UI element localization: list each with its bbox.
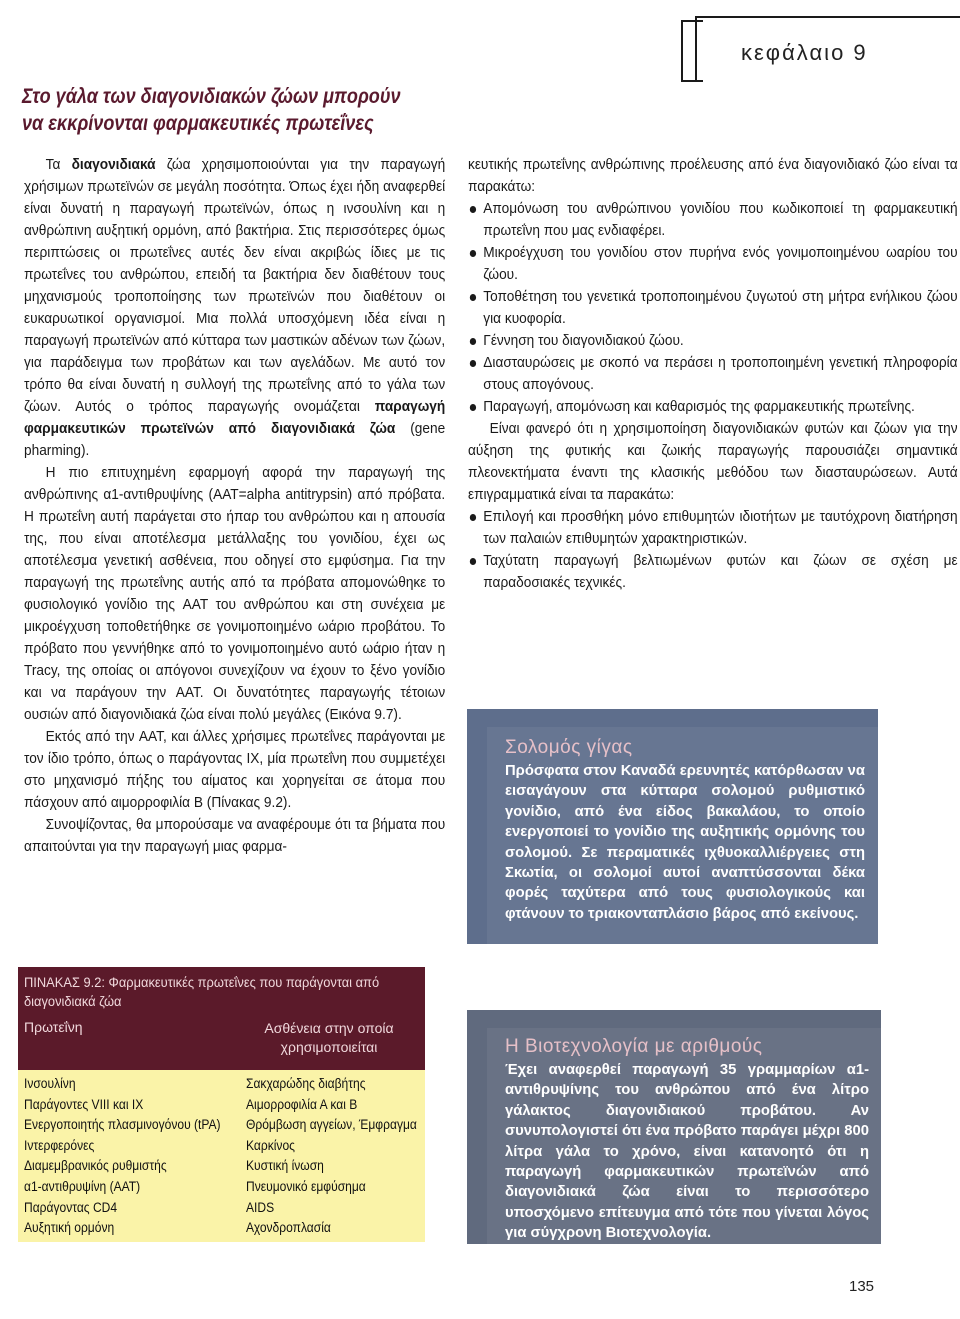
table-column-header-protein: Πρωτεΐνη xyxy=(24,1019,83,1035)
term-bold: διαγονιδιακά xyxy=(71,156,156,173)
table-cell-protein: Διαμεμβρανικός ρυθμιστής xyxy=(24,1158,167,1174)
table-header xyxy=(18,967,425,1070)
list-item: Γέννηση του διαγονιδιακού ζώου. xyxy=(468,330,958,352)
right-paragraph-2: Είναι φανερό ότι η χρησιμοποίηση διαγονιδιακών φυτών και ζώων για την αύξηση της φυτικής και ζωικής παραγωγής παρουσιάζει σημαντικά πλεονεκτήματα έναντι της κλασικής μεθόδου των διασταυρώσεων. Αυτά επιγραμματικά είναι τα παρακάτω: xyxy=(468,420,958,503)
list-item: Διασταυρώσεις με σκοπό να περάσει η τροποποιημένη γενετική πληροφορία στους απογόνους. xyxy=(468,352,958,396)
table-row xyxy=(18,1115,425,1136)
table-cell-protein: Παράγοντας CD4 xyxy=(24,1199,118,1215)
chapter-bracket xyxy=(681,20,703,82)
text-run: (gene pharming). xyxy=(24,420,446,459)
table-row xyxy=(18,1156,425,1177)
list-item: Ταχύτατη παραγωγή βελτιωμένων φυτών και ζώων σε σχέση με παραδοσιακές τεχνικές. xyxy=(468,550,958,594)
chapter-rule-top xyxy=(695,16,960,18)
table-cell-disease: Πνευμονικό εμφύσημα xyxy=(246,1178,366,1194)
page-number: 135 xyxy=(849,1278,875,1295)
table-row xyxy=(18,1218,425,1239)
box-body: Έχει αναφερθεί παραγωγή 35 γραμμαρίων α1-αντιθρυψίνης του ανθρώπου από ένα λίτρο γάλακτος διαγονιδιακού προβάτου. Αν συνυπολογιστεί ότι ένα πρόβατο παράγει μέχρι 800 λίτρα γάλα το χρόνο, είναι κατανοητό ότι η παραγωγή φαρμακευτικών πρωτεϊνών από διαγονιδιακά ζώα είναι το περισσότερο υποσχόμενο επίτευγμα από τότε που γίνεται λόγος για σύγχρονη Βιοτεχνολογία. xyxy=(505,1062,869,1242)
table-9-2 xyxy=(18,967,425,1242)
table-cell-disease: Αχονδροπλασία xyxy=(246,1220,331,1236)
box-title: Η Βιοτεχνολογία με αριθμούς xyxy=(505,1036,763,1057)
list-item: Μικροέγχυση του γονιδίου στον πυρήνα ενός γονιμοποιημένου ωαρίου του ζώου. xyxy=(468,242,958,286)
right-paragraph-intro: κευτικής πρωτεΐνης ανθρώπινης προέλευσης από ένα διαγονιδιακό ζώο είναι τα παρακάτω: xyxy=(468,156,958,195)
term-bold: παραγωγή φαρμακευτικών πρωτεϊνών από διαγονιδιακά ζώα xyxy=(24,398,446,437)
left-column xyxy=(24,154,445,858)
text-run: ζώα χρησιμοποιούνται για την παραγωγή χρήσιμων πρωτεϊνών σε μεγάλη ποσότητα. Όπως έχει ήδη αναφερθεί είναι δυνατή η παραγωγή πρωτεϊνών, όπως η ινσουλίνη και η ανθρώπινη αυξητική ορμόνη, από βακτήρια. Στις περισσότερες όμως περιπτώσεις οι πρωτεΐνες αυτές δεν είναι ακριβώς ίδιες με τις πρωτεΐνες του ανθρώπου, επειδή τα βακτήρια δεν διαθέτουν τους μηχανισμούς τροποποίησης των πρωτεϊνών που διαθέτουν οι ευκαρυωτικοί οργανισμοί. Μια πολλά υποσχόμενη ιδέα είναι η παραγωγή πρωτεϊνών από κύτταρα των μαστικών αδένων των ζώων, για παράδειγμα των προβάτων και των αγελάδων. Με αυτό τον τρόπο θα είναι δυνατή η συλλογή της πρωτεΐνης από το γάλα των ζώων. Αυτός ο τρόπος παραγωγής ονομάζεται xyxy=(24,156,446,415)
section-heading xyxy=(22,83,401,137)
table-cell-protein: α1-αντιθρυψίνη (AAT) xyxy=(24,1178,141,1194)
text-run: Τα xyxy=(45,156,72,173)
box-content xyxy=(505,1036,869,1244)
table-cell-disease: Κυστική ίνωση xyxy=(246,1158,324,1174)
table-row xyxy=(18,1177,425,1198)
box-content xyxy=(505,737,865,924)
list-item: Επιλογή και προσθήκη μόνο επιθυμητών ιδιοτήτων με ταυτόχρονη διατήρηση των παλαιών επιθυμητών χαρακτηριστικών. xyxy=(468,506,958,550)
chapter-header xyxy=(681,8,960,78)
table-cell-protein: Αυξητική ορμόνη xyxy=(24,1220,115,1236)
left-paragraph-2: Η πιο επιτυχημένη εφαρμογή αφορά την παραγωγή της ανθρώπινης α1-αντιθρυψίνης (AAT=alpha antitrypsin) από πρόβατα. Η πρωτεΐνη αυτή παράγεται στο ήπαρ του ανθρώπου και η απουσία της, που είναι αποτέλεσμα μετάλλαξης του γονιδίου, έχει ως αποτέλεσμα γενετική ασθένεια, που οδηγεί στο εμφύσημα. Για την παραγωγή της πρωτεΐνης αυτής από τα πρόβατα απομονώθηκε το φυσιολογικό γονίδιο της AAT του ανθρώπου και στη συνέχεια με μικροέγχυση τοποθετήθηκε σε γονιμοποιημένο ωάριο προβάτου. Το πρόβατο που γεννήθηκε από το γονιμοποιημένο αυτό ωάριο ήταν η Tracy, της οποίας οι απόγονοι συνεχίζουν να έχουν το ξένο γονίδιο και να παράγουν την AAT. Οι δυνατότητες παραγωγής τέτοιων ουσιών από διαγονιδιακά ζώα είναι πολύ μεγάλες (Εικόνα 9.7). xyxy=(24,464,446,723)
sidebar-box-biotech-numbers xyxy=(467,1010,881,1244)
chapter-label: κεφάλαιο 9 xyxy=(741,40,868,65)
section-heading-line-2: να εκκρίνονται φαρμακευτικές πρωτεΐνες xyxy=(22,112,374,135)
left-paragraph-1 xyxy=(24,154,445,462)
table-cell-disease: Θρόμβωση αγγείων, Έμφραγμα xyxy=(246,1117,417,1133)
table-cell-protein: Ενεργοποιητής πλασμινογόνου (tPA) xyxy=(24,1117,221,1133)
chapter-rule-left xyxy=(695,16,697,82)
advantages-list xyxy=(468,506,958,594)
steps-list xyxy=(468,198,958,418)
table-cell-disease: Σακχαρώδης διαβήτης xyxy=(246,1076,366,1091)
list-item: Τοποθέτηση του γενετικά τροποποιημένου ζυγωτού στη μήτρα ενήλικου ζώου για κυοφορία. xyxy=(468,286,958,330)
table-cell-protein: Ιντερφερόνες xyxy=(24,1137,95,1153)
left-paragraph-3: Εκτός από την AAT, και άλλες χρήσιμες πρωτεΐνες παράγονται με τον ίδιο τρόπο, όπως ο παράγοντας IX, μία πρωτεΐνη που συμμετέχει στο μηχανισμό πήξης του αίματος και χορηγείται σε άτομα που πάσχουν από αιμορροφιλία Β (Πίνακας 9.2). xyxy=(24,728,446,811)
table-cell-disease: AIDS xyxy=(246,1199,275,1215)
left-paragraph-4: Συνοψίζοντας, θα μπορούσαμε να αναφέρουμε ότι τα βήματα που απαιτούνται για την παραγωγή μιας φαρμα- xyxy=(24,816,446,855)
table-cell-protein: Ινσουλίνη xyxy=(24,1076,76,1091)
table-row xyxy=(18,1074,425,1095)
box-title: Σολομός γίγας xyxy=(505,737,633,758)
table-cell-disease: Αιμορροφιλία Α και Β xyxy=(246,1096,358,1112)
table-cell-disease: Καρκίνος xyxy=(246,1137,295,1153)
sidebar-box-salmon xyxy=(467,709,878,944)
right-column xyxy=(468,154,958,594)
table-body xyxy=(18,1070,425,1242)
table-cell-protein: Παράγοντες VIII και IX xyxy=(24,1096,144,1112)
list-item: Απομόνωση του ανθρώπινου γονιδίου που κωδικοποιεί τη φαρμακευτική πρωτεΐνη που μας ενδιαφέρει. xyxy=(468,198,958,242)
table-row xyxy=(18,1136,425,1157)
table-row xyxy=(18,1198,425,1219)
table-title: ΠΙΝΑΚΑΣ 9.2: Φαρμακευτικές πρωτεΐνες που παράγονται από διαγονιδιακά ζώα xyxy=(24,974,380,1009)
table-column-header-disease: Ασθένεια στην οποία χρησιμοποιείται xyxy=(264,1020,394,1055)
list-item: Παραγωγή, απομόνωση και καθαρισμός της φαρμακευτικής πρωτεΐνης. xyxy=(468,396,958,418)
section-heading-line-1: Στο γάλα των διαγονιδιακών ζώων μπορούν xyxy=(22,85,401,108)
box-body: Πρόσφατα στον Καναδά ερευνητές κατόρθωσαν να εισαγάγουν στα κύτταρα σολομού ρυθμιστικό γονίδιο, από ένα είδος βακαλάου, το οποίο ενεργοποιεί το γονίδιο της αυξητικής ορμόνης του σολομού. Σε περαματικές ιχθυοκαλλιέργειες στη Σκωτία, οι σολομοί αυτοί αναπτύσσονται δέκα φορές ταχύτερα από τους φυσιολογικούς και φτάνουν το τριακονταπλάσιο βάρος από εκείνους. xyxy=(505,763,865,922)
table-row xyxy=(18,1095,425,1116)
